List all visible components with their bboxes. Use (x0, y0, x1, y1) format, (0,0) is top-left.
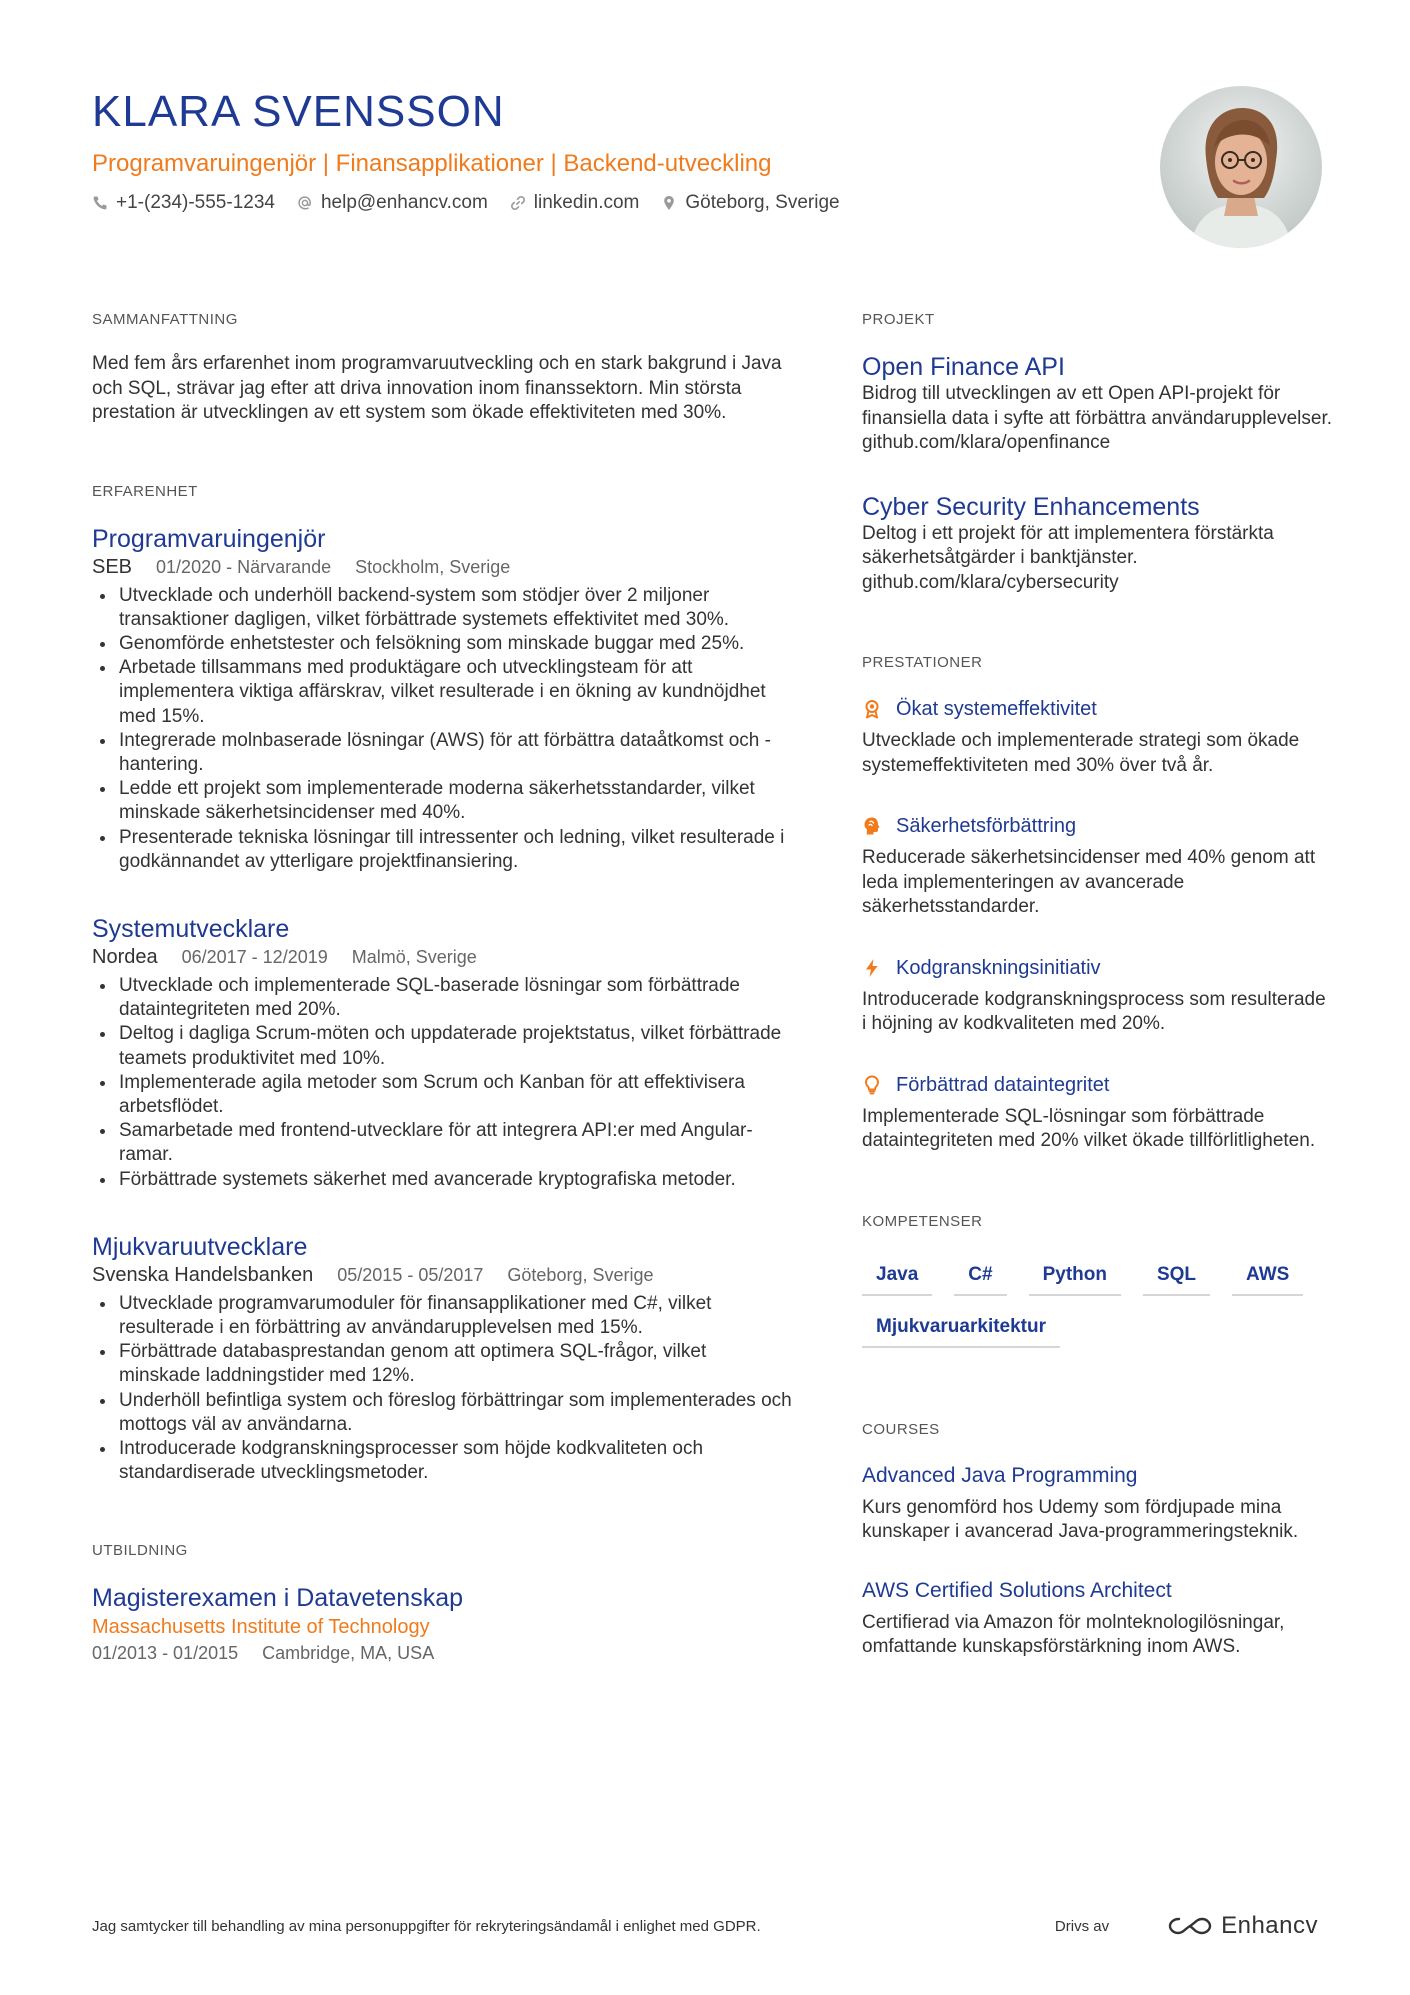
course-title: AWS Certified Solutions Architect (862, 1578, 1172, 1602)
achievement-title: Förbättrad dataintegritet (896, 1073, 1110, 1096)
job-meta (92, 1262, 792, 1288)
achievement-header (862, 1071, 1332, 1099)
achievement-header (862, 695, 1332, 723)
project-link[interactable]: github.com/klara/cybersecurity (862, 571, 1119, 593)
job-bullet: Arbetade tillsammans med produktägare och utvecklingsteam för att implementera viktiga affärskrav, vilket resulterade i en ökning av kundnöjdhet med 15%. (92, 656, 792, 729)
job-bullet: Utvecklade och underhöll backend-system som stödjer över 2 miljoner transaktioner dagligen, vilket förbättrade systemets effektivitet med 30%. (92, 584, 792, 632)
achievement-title: Kodgranskningsinitiativ (896, 956, 1101, 979)
job-bullet: Samarbetade med frontend-utvecklare för att integrera API:er med Angular-ramar. (92, 1119, 792, 1167)
contact-phone (92, 190, 275, 216)
achievement-header (862, 954, 1332, 982)
achievement-text: Utvecklade och implementerade strategi som ökade systemeffektiviteten med 30% över två år. (862, 730, 1300, 776)
achievement-title: Säkerhetsförbättring (896, 815, 1077, 837)
job-bullet: Deltog i dagliga Scrum-möten och uppdaterade projektstatus, vilket förbättrade teamets produktivitet med 10%. (92, 1022, 792, 1070)
location-pin-icon (661, 195, 677, 211)
section-title-summary: SAMMANFATTNING (92, 311, 238, 328)
phone-icon (92, 195, 108, 211)
contact-linkedin[interactable] (510, 190, 640, 216)
job-entry (92, 914, 792, 1192)
course-entry (862, 1577, 1332, 1660)
job-meta (92, 944, 792, 970)
job-bullet: Utvecklade programvarumoduler för finansapplikationer med C#, vilket resulterade i en förbättring av användarupplevelsen med 15%. (92, 1292, 792, 1340)
section-title-education: UTBILDNING (92, 1542, 188, 1560)
skill-tag: AWS (1232, 1262, 1303, 1296)
lightning-icon (862, 958, 882, 978)
contact-email[interactable] (297, 190, 488, 216)
project-title: Cyber Security Enhancements (862, 492, 1200, 521)
powered-by (1055, 1912, 1318, 1940)
education-meta (92, 1641, 792, 1665)
education-school: Massachusetts Institute of Technology (92, 1616, 430, 1639)
course-text: Kurs genomförd hos Udemy som fördjupade mina kunskaper i avancerad Java-programmeringsteknik. (862, 1496, 1299, 1542)
email-text[interactable]: help@enhancv.com (320, 192, 488, 213)
right-column (862, 310, 1332, 1660)
contact-location (661, 190, 839, 216)
achievement-text: Reducerade säkerhetsincidenser med 40% genom att leda implementeringen av avancerade säkerhetsstandarder. (862, 847, 1316, 917)
job-entry (92, 524, 792, 874)
achievement-entry (862, 1071, 1332, 1154)
job-title: Systemutvecklare (92, 914, 290, 943)
section-title-achievements: PRESTATIONER (862, 654, 983, 671)
course-entry (862, 1462, 1332, 1545)
job-date: 06/2017 - 12/2019 (181, 946, 328, 967)
job-location: Stockholm, Sverige (355, 556, 511, 577)
achievement-text: Introducerade kodgranskningsprocess som resulterade i höjning av kodkvaliteten med 20%. (862, 988, 1326, 1034)
job-location: Malmö, Sverige (351, 946, 477, 967)
job-location: Göteborg, Sverige (507, 1264, 654, 1285)
contact-row (92, 190, 1122, 216)
project-description: Bidrog till utvecklingen av ett Open API-projekt för finansiella data i syfte att förbättra användarupplevelser. (862, 383, 1333, 429)
achievement-entry (862, 695, 1332, 778)
page-footer (92, 1912, 1318, 1940)
summary-text: Med fem års erfarenhet inom programvaruutveckling och en stark bakgrund i Java och SQL, strävar jag efter att driva innovation inom finanssektorn. Min största prestation är utvecklingen av ett system som ökade effektiviteten med 30%. (92, 353, 782, 423)
at-icon (297, 195, 313, 211)
job-bullet: Utvecklade och implementerade SQL-baserade lösningar som förbättrade dataintegriteten med 20%. (92, 974, 792, 1022)
gdpr-consent-text: Jag samtycker till behandling av mina personuppgifter för rekryteringsändamål i enlighet med GDPR. (92, 1917, 761, 1935)
job-bullets (92, 1292, 792, 1486)
job-title: Programvaruingenjör (92, 524, 326, 553)
skill-tag: C# (954, 1262, 1006, 1296)
job-company: Nordea (92, 945, 158, 968)
link-icon (510, 195, 526, 211)
job-bullet: Introducerade kodgranskningsprocesser som höjde kodkvaliteten och standardiserade utvecklingsmetoder. (92, 1437, 792, 1485)
job-date: 05/2015 - 05/2017 (337, 1264, 484, 1285)
project-link[interactable]: github.com/klara/openfinance (862, 432, 1111, 453)
job-bullet: Integrerade molnbaserade lösningar (AWS) för att förbättra dataåtkomst och -hantering. (92, 729, 792, 777)
award-icon (862, 699, 882, 719)
project-entry (862, 492, 1332, 596)
phone-text: +1-(234)-555-1234 (116, 192, 275, 213)
job-bullet: Implementerade agila metoder som Scrum och Kanban för att effektivisera arbetsflödet. (92, 1071, 792, 1119)
resume-header (92, 84, 1122, 216)
candidate-headline: Programvaruingenjör | Finansapplikationer | Backend-utveckling (92, 150, 772, 177)
achievement-entry (862, 954, 1332, 1037)
job-company: Svenska Handelsbanken (92, 1263, 314, 1286)
skills-list (862, 1262, 1332, 1348)
linkedin-text[interactable]: linkedin.com (533, 192, 640, 213)
education-date: 01/2013 - 01/2015 (92, 1643, 239, 1664)
brain-icon (862, 816, 882, 836)
job-bullet: Ledde ett projekt som implementerade moderna säkerhetsstandarder, vilket minskade säkerhetsincidenser med 40%. (92, 777, 792, 825)
project-title: Open Finance API (862, 353, 1065, 381)
job-company: SEB (92, 555, 133, 578)
left-column (92, 310, 792, 1665)
section-title-courses: COURSES (862, 1420, 940, 1438)
job-date: 01/2020 - Närvarande (156, 556, 332, 577)
skill-tag: Mjukvaruarkitektur (862, 1314, 1060, 1348)
job-bullets (92, 584, 792, 874)
lightbulb-icon (862, 1075, 882, 1095)
profile-portrait-image (1160, 86, 1322, 248)
achievement-entry (862, 812, 1332, 920)
enhancv-logo[interactable] (1167, 1912, 1318, 1940)
job-bullet: Förbättrade systemets säkerhet med avancerade kryptografiska metoder. (92, 1168, 792, 1192)
course-title: Advanced Java Programming (862, 1463, 1138, 1487)
job-entry (92, 1232, 792, 1486)
achievement-title: Ökat systemeffektivitet (896, 698, 1097, 720)
job-bullet: Presenterade tekniska lösningar till intressenter och ledning, vilket resulterade i godkännandet av ytterligare projektfinansiering. (92, 826, 792, 874)
location-text: Göteborg, Sverige (685, 192, 840, 213)
education-degree: Magisterexamen i Datavetenskap (92, 1584, 464, 1613)
job-meta (92, 554, 792, 580)
skill-tag: Python (1029, 1262, 1121, 1296)
project-entry (862, 352, 1332, 456)
brand-name: Enhancv (1221, 1912, 1318, 1939)
job-bullets (92, 974, 792, 1192)
achievement-text: Implementerade SQL-lösningar som förbättrade dataintegriteten med 20% vilket ökade tillförlitligheten. (862, 1105, 1316, 1151)
section-title-experience: ERFARENHET (92, 482, 198, 500)
job-bullet: Förbättrade databasprestandan genom att optimera SQL-frågor, vilket minskade laddningstider med 12%. (92, 1340, 792, 1388)
job-title: Mjukvaruutvecklare (92, 1232, 308, 1261)
project-description: Deltog i ett projekt för att implementera förstärkta säkerhetsåtgärder i banktjänster. (862, 522, 1274, 568)
candidate-name: KLARA SVENSSON (92, 87, 505, 136)
section-title-skills: KOMPETENSER (862, 1212, 983, 1230)
profile-photo (1160, 86, 1322, 248)
skill-tag: SQL (1143, 1262, 1210, 1296)
section-title-projects: PROJEKT (862, 311, 935, 328)
course-text: Certifierad via Amazon för molnteknologilösningar, omfattande kunskapsförstärkning inom AWS. (862, 1611, 1285, 1657)
powered-by-label: Drivs av (1054, 1917, 1110, 1935)
job-bullet: Underhöll befintliga system och föreslog förbättringar som implementerades och mottogs väl av användarna. (92, 1389, 792, 1437)
enhancv-logo-icon (1167, 1915, 1213, 1937)
job-bullet: Genomförde enhetstester och felsökning som minskade buggar med 25%. (92, 632, 792, 656)
skill-tag: Java (862, 1262, 932, 1296)
education-location: Cambridge, MA, USA (262, 1643, 435, 1664)
achievement-header (862, 812, 1332, 840)
